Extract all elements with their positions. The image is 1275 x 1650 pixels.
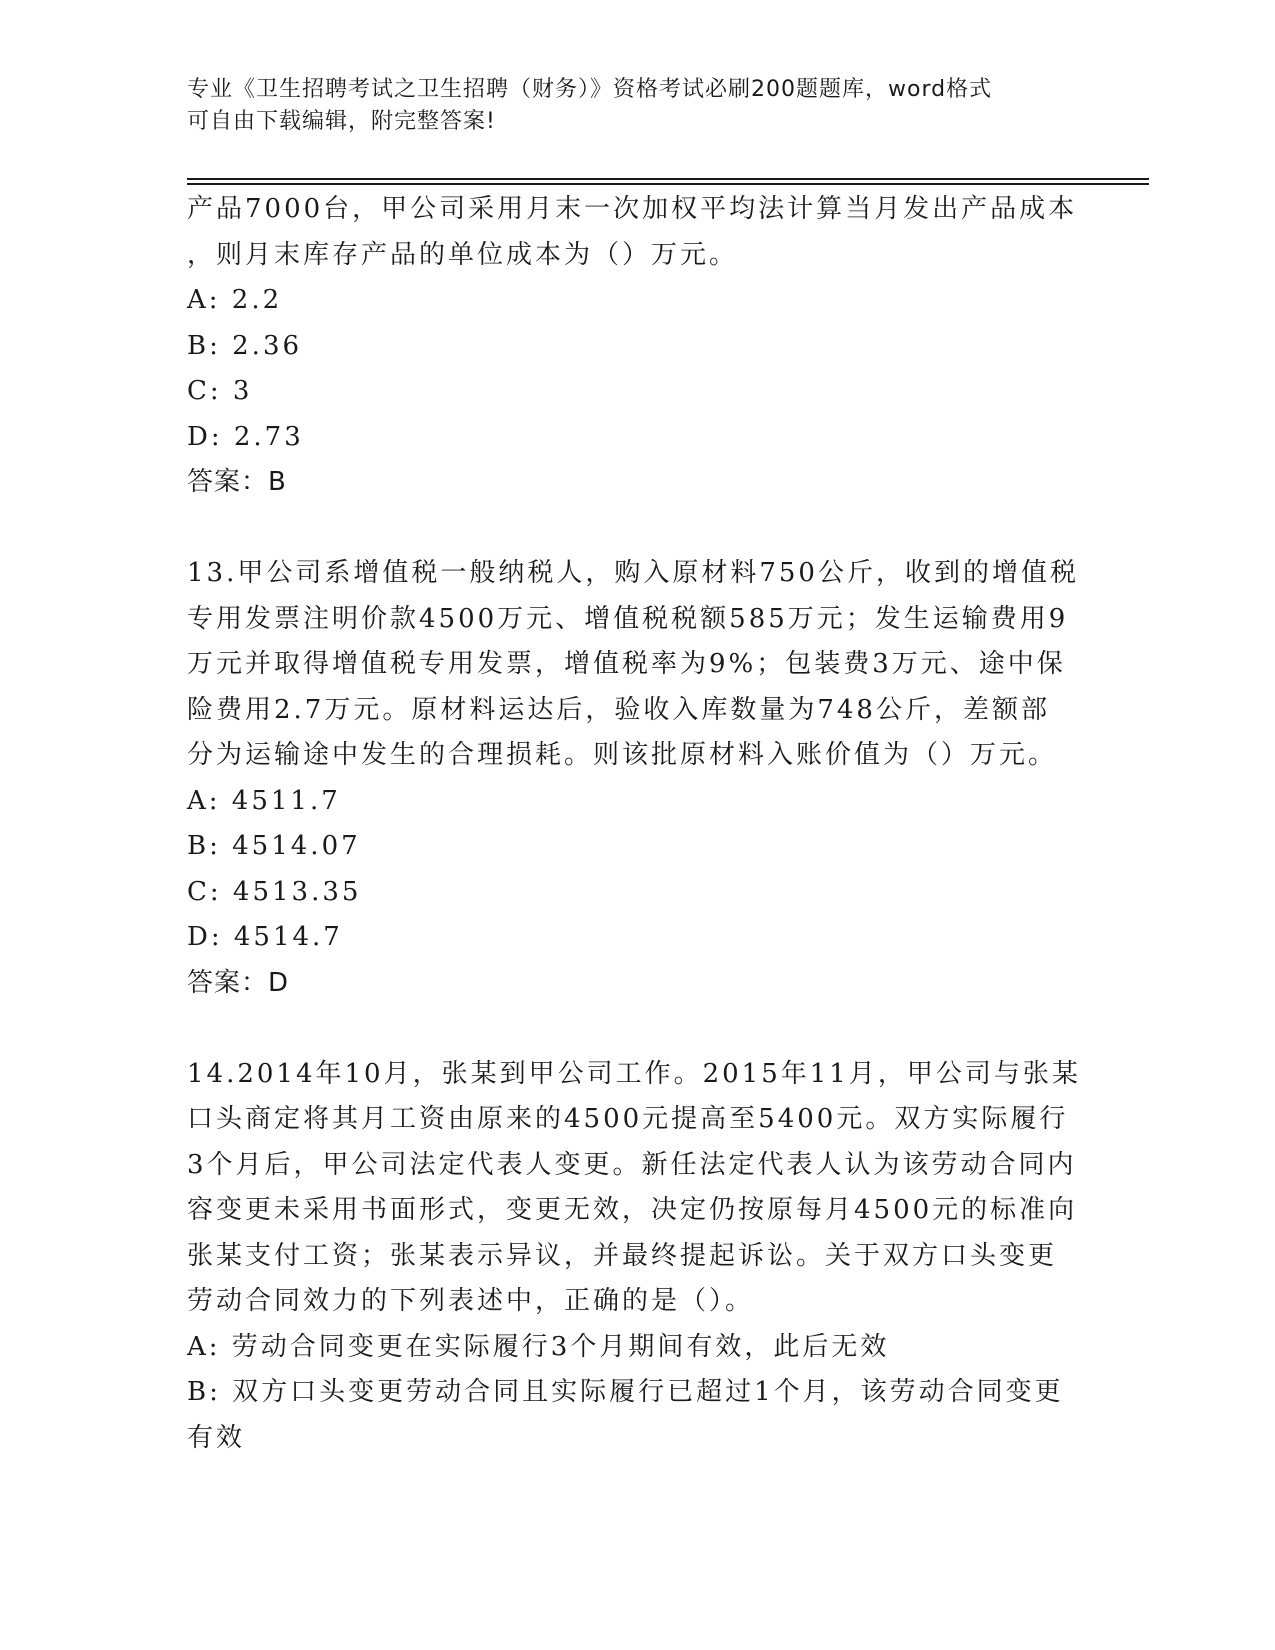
header-line-2: 可自由下载编辑，附完整答案! [187,109,496,134]
answer-label: 答案：D [187,967,290,998]
question-text-line: 万元并取得增值税专用发票，增值税率为9%；包装费3万元、途中保 [187,649,1066,679]
header-divider-bottom [187,183,1149,185]
question-text-line: 劳动合同效力的下列表述中，正确的是（）。 [187,1286,755,1316]
option-a: A: 劳动合同变更在实际履行3个月期间有效，此后无效 [187,1331,890,1362]
question-text-line: 张某支付工资；张某表示异议，并最终提起诉讼。关于双方口头变更 [187,1240,1058,1271]
header-divider-top [187,178,1149,180]
option-a: A: 2.2 [187,285,283,315]
question-14 [187,1052,1087,1462]
option-c: C: 4513.35 [187,876,362,907]
question-text-line: 险费用2.7万元。原材料运达后，验收入库数量为748公斤，差额部 [187,694,1050,725]
question-text-line: 口头商定将其月工资由原来的4500元提高至5400元。双方实际履行 [187,1104,1069,1134]
option-b: B: 2.36 [187,330,303,361]
question-text-line: 14.2014年10月，张某到甲公司工作。2015年11月，甲公司与张某 [187,1058,1081,1089]
question-spacer [187,506,1087,552]
question-text-line: 3个月后，甲公司法定代表人变更。新任法定代表人认为该劳动合同内 [187,1149,1077,1180]
question-13 [187,551,1087,1006]
option-b: B: 4514.07 [187,831,361,861]
question-text-line: 容变更未采用书面形式，变更无效，决定仍按原每月4500元的标准向 [187,1195,1078,1225]
question-text-line: 分为运输途中发生的合理损耗。则该批原材料入账价值为（）万元。 [187,740,1058,770]
option-d: D: 2.73 [187,421,304,452]
question-text-line: 13.甲公司系增值税一般纳税人，购入原材料750公斤，收到的增值税 [187,558,1079,588]
document-body [187,187,1087,1461]
document-header [187,74,1067,138]
header-line-1: 专业《卫生招聘考试之卫生招聘（财务）》资格考试必刷200题题库，word格式 [187,77,993,102]
answer-label: 答案：B [187,467,287,497]
question-text-line: 专用发票注明价款4500万元、增值税税额585万元；发生运输费用9 [187,603,1069,634]
option-b: B: 双方口头变更劳动合同且实际履行已超过1个月，该劳动合同变更 [187,1377,1064,1407]
question-spacer [187,1006,1087,1052]
question-text-line: 产品7000台，甲公司采用月末一次加权平均法计算当月发出产品成本 [187,194,1078,224]
question-12 [187,187,1087,506]
option-a: A: 4511.7 [187,785,341,816]
question-text-line: ，则月末库存产品的单位成本为（）万元。 [187,239,739,270]
option-d: D: 4514.7 [187,922,343,952]
option-b-continued: 有效 [187,1422,246,1453]
option-c: C: 3 [187,376,253,406]
